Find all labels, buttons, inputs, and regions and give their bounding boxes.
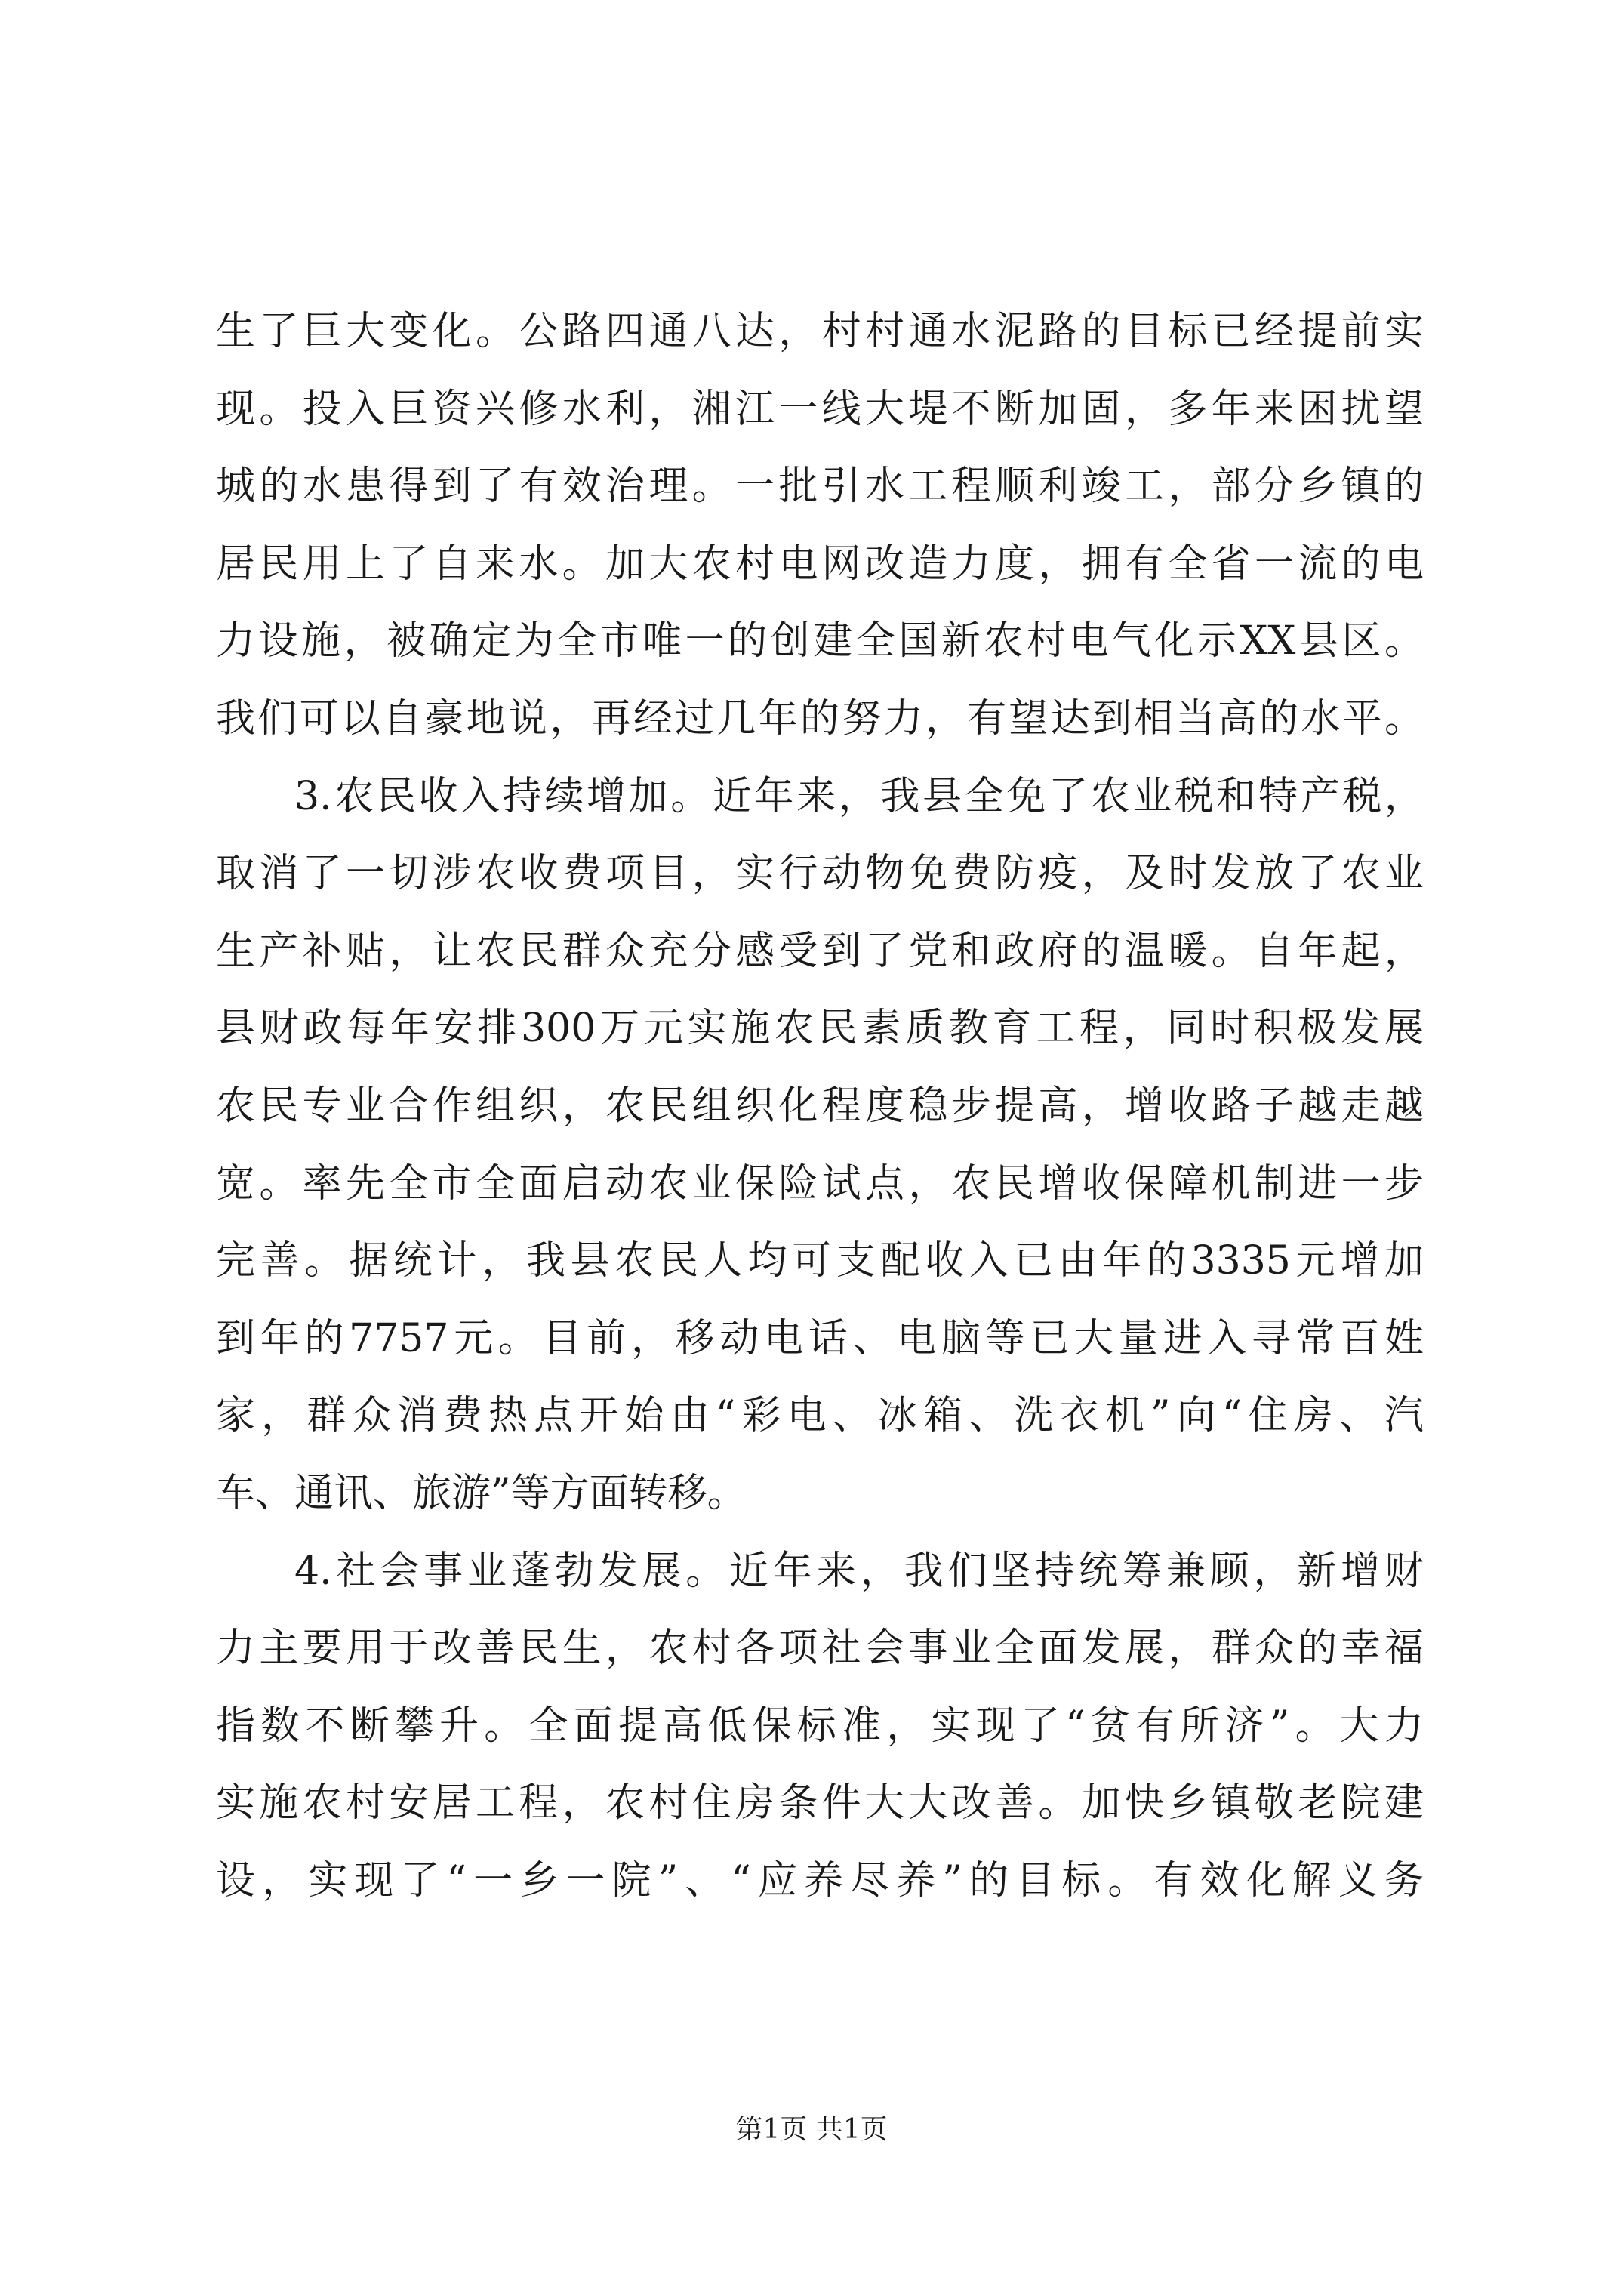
text-line: 到年的7757元。目前，移动电话、电脑等已大量进入寻常百姓	[216, 1315, 1424, 1361]
text-line: 居民用上了自来水。加大农村电网改造力度，拥有全省一流的电	[216, 541, 1424, 587]
text-line: 城的水患得到了有效治理。一批引水工程顺利竣工，部分乡镇的	[216, 464, 1424, 510]
page-footer: 第1页 共1页	[735, 2114, 888, 2145]
text-line: 农民专业合作组织，农民组织化程度稳步提高，增收路子越走越	[216, 1083, 1424, 1129]
text-line: 生产补贴，让农民群众充分感受到了党和政府的温暖。自年起，	[216, 928, 1424, 974]
text-line: 指数不断攀升。全面提高低保标准，实现了“贫有所济”。大力	[216, 1703, 1424, 1749]
text-line: 实施农村安居工程，农村住房条件大大改善。加快乡镇敬老院建	[216, 1780, 1424, 1826]
text-line: 生了巨大变化。公路四通八达，村村通水泥路的目标已经提前实	[216, 309, 1424, 354]
text-line: 现。投入巨资兴修水利，湘江一线大堤不断加固，多年来困扰望	[216, 386, 1424, 432]
text-line: 力设施，被确定为全市唯一的创建全国新农村电气化示XX县区。	[216, 618, 1424, 664]
text-line: 设，实现了“一乡一院”、“应养尽养”的目标。有效化解义务	[216, 1857, 1424, 1903]
text-line: 取消了一切涉农收费项目，实行动物免费防疫，及时发放了农业	[216, 851, 1424, 897]
text-line: 宽。率先全市全面启动农业保险试点，农民增收保障机制进一步	[216, 1160, 1424, 1207]
text-line: 完善。据统计，我县农民人均可支配收入已由年的3335元增加	[216, 1238, 1424, 1284]
paragraph-3-first-line: 3.农民收入持续增加。近年来，我县全免了农业税和特产税，	[294, 773, 1424, 819]
paragraph-4-first-line: 4.社会事业蓬勃发展。近年来，我们坚持统筹兼顾，新增财	[294, 1548, 1424, 1594]
text-line: 家，群众消费热点开始由“彩电、冰箱、洗衣机”向“住房、汽	[216, 1393, 1424, 1439]
paragraph-3-last-line: 车、通讯、旅游”等方面转移。	[216, 1470, 747, 1516]
text-line: 我们可以自豪地说，再经过几年的努力，有望达到相当高的水平。	[216, 695, 1424, 741]
text-line: 力主要用于改善民生，农村各项社会事业全面发展，群众的幸福	[216, 1626, 1424, 1672]
body-text	[216, 293, 1424, 1919]
text-line: 县财政每年安排300万元实施农民素质教育工程，同时积极发展	[216, 1006, 1424, 1052]
